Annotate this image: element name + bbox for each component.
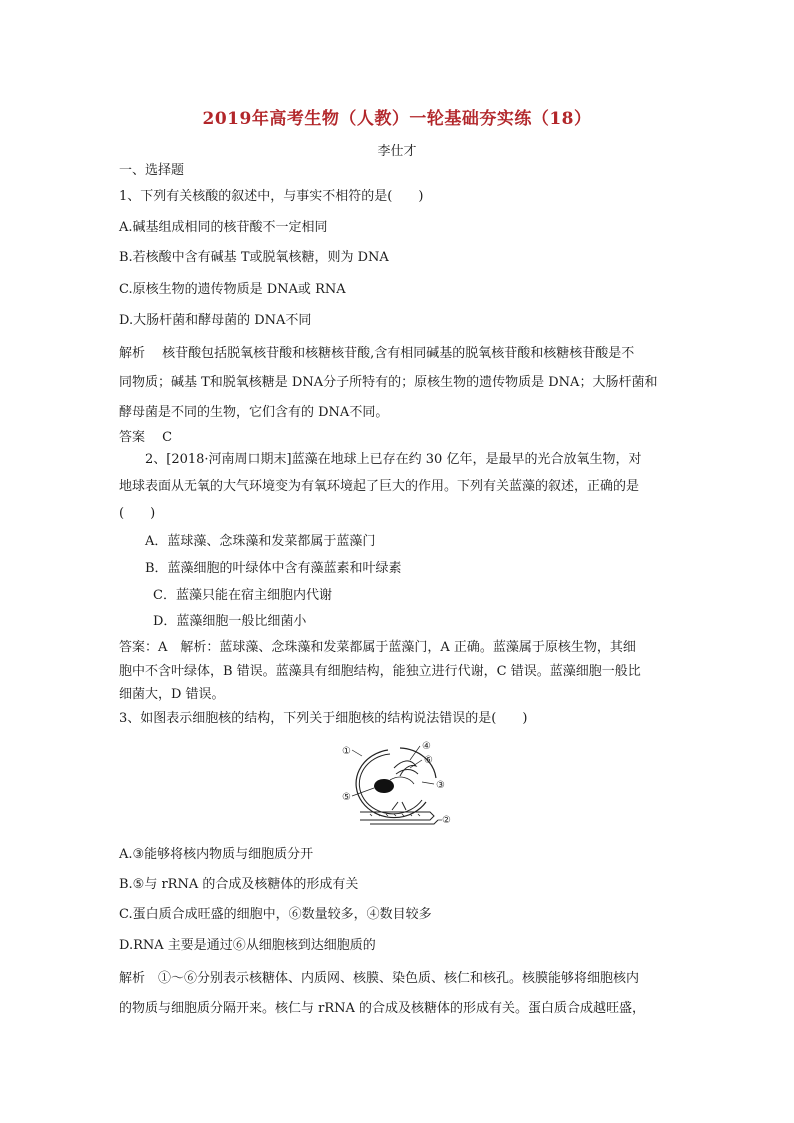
- figure-label-1: ①: [342, 746, 351, 757]
- question-1-option-b: B.若核酸中含有碱基 T或脱氧核糖，则为 DNA: [119, 250, 389, 265]
- question-3-option-d: D.RNA 主要是通过⑥从细胞核到达细胞质的: [119, 938, 376, 953]
- question-2-stem-line: ( ): [119, 506, 156, 521]
- figure-label-6: ⑥: [424, 755, 433, 766]
- figure-label-2: ②: [442, 815, 451, 826]
- question-2-option-a: A．蓝球藻、念珠藻和发菜都属于蓝藻门: [145, 534, 376, 549]
- document-title: 2019年高考生物（人教）一轮基础夯实练（18）: [202, 109, 592, 129]
- question-2-analysis-line: 胞中不含叶绿体，B 错误。蓝藻具有细胞结构，能独立进行代谢，C 错误。蓝藻细胞一般比: [119, 664, 641, 679]
- question-2-stem-line: 2、[2018·河南周口期末]蓝藻在地球上已存在约 30 亿年，是最早的光合放氧生物，对: [145, 452, 642, 467]
- question-1-analysis-line: 酵母菌是不同的生物，它们含有的 DNA不同。: [119, 405, 389, 420]
- question-1-option-a: A.碱基组成相同的核苷酸不一定相同: [119, 220, 328, 235]
- question-1-option-c: C.原核生物的遗传物质是 DNA或 RNA: [119, 282, 346, 297]
- figure-label-4: ④: [422, 741, 431, 752]
- question-2-analysis-line: 答案：A 解析：蓝球藻、念珠藻和发菜都属于蓝藻门，A 正确。蓝藻属于原核生物，其细: [119, 640, 636, 655]
- nucleus-structure-figure: [330, 738, 466, 830]
- question-3-stem: 3、如图表示细胞核的结构，下列关于细胞核的结构说法错误的是( ): [119, 711, 528, 726]
- author-name: 李仕才: [377, 144, 417, 159]
- question-1-option-d: D.大肠杆菌和酵母菌的 DNA不同: [119, 313, 312, 328]
- figure-label-3: ③: [436, 780, 445, 791]
- question-2-option-d: D．蓝藻细胞一般比细菌小: [153, 614, 307, 629]
- question-3-option-a: A.③能够将核内物质与细胞质分开: [119, 847, 314, 862]
- question-3-option-b: B.⑤与 rRNA 的合成及核糖体的形成有关: [119, 877, 359, 892]
- question-2-option-b: B．蓝藻细胞的叶绿体中含有藻蓝素和叶绿素: [145, 561, 402, 576]
- question-1-analysis-line: 解析 核苷酸包括脱氧核苷酸和核糖核苷酸,含有相同碱基的脱氧核苷酸和核糖核苷酸是不: [119, 346, 635, 361]
- question-2-option-c: C．蓝藻只能在宿主细胞内代谢: [153, 588, 332, 603]
- question-1-stem: 1、下列有关核酸的叙述中，与事实不相符的是( ): [119, 189, 424, 204]
- question-3-option-c: C.蛋白质合成旺盛的细胞中，⑥数量较多，④数目较多: [119, 907, 432, 922]
- figure-label-5: ⑤: [342, 792, 351, 803]
- question-2-stem-line: 地球表面从无氧的大气环境变为有氧环境起了巨大的作用。下列有关蓝藻的叙述，正确的是: [119, 479, 640, 494]
- section-heading: 一、选择题: [119, 163, 185, 178]
- question-1-answer: 答案 C: [119, 430, 173, 445]
- question-3-analysis-line: 的物质与细胞质分隔开来。核仁与 rRNA 的合成及核糖体的形成有关。蛋白质合成越旺盛，: [119, 1001, 646, 1016]
- question-3-analysis-line: 解析 ①～⑥分别表示核糖体、内质网、核膜、染色质、核仁和核孔。核膜能够将细胞核内: [119, 971, 640, 986]
- question-1-analysis-line: 同物质；碱基 T和脱氧核糖是 DNA分子所特有的；原核生物的遗传物质是 DNA；大肠杆菌和: [119, 375, 658, 390]
- question-2-analysis-line: 细菌大，D 错误。: [119, 687, 225, 702]
